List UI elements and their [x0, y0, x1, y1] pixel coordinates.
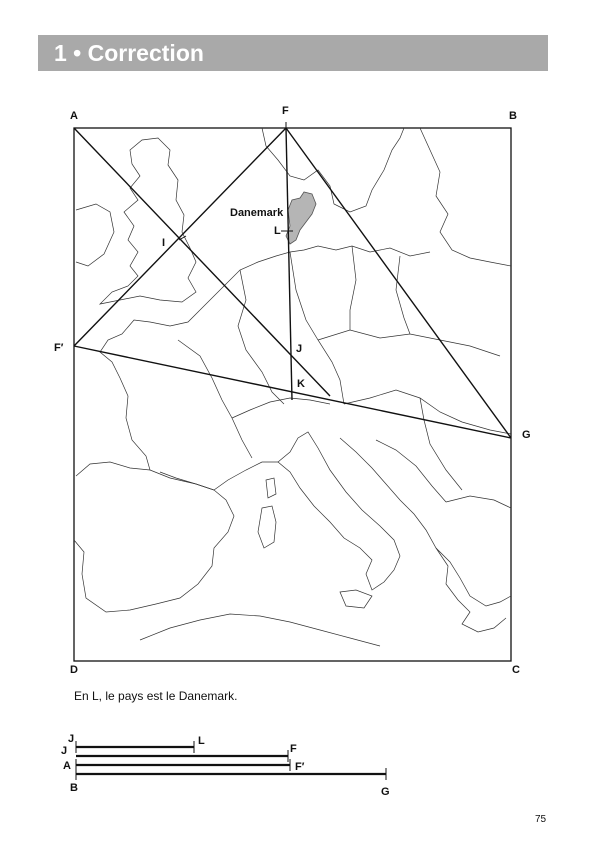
- ireland-outline: [76, 204, 114, 266]
- inland-borders: [178, 246, 511, 508]
- answer-caption: En L, le pays est le Danemark.: [74, 689, 238, 703]
- segment-label-J-top: J: [68, 733, 75, 745]
- point-label-I: I: [162, 237, 166, 249]
- point-label-B: B: [509, 110, 517, 122]
- denmark-shape: [286, 192, 316, 244]
- baltic-outline: [420, 128, 511, 266]
- section-title: 1 • Correction: [54, 40, 204, 66]
- great-britain-outline: [100, 138, 196, 304]
- greece-outline: [436, 548, 506, 632]
- point-label-J: J: [296, 343, 303, 355]
- point-label-D: D: [70, 664, 78, 676]
- italy-outline: [278, 432, 400, 590]
- country-label-denmark: Danemark: [230, 207, 284, 219]
- point-label-C: C: [512, 664, 520, 676]
- line-F-to-G: [286, 128, 511, 438]
- point-label-F: F: [282, 105, 289, 117]
- point-label-A: A: [70, 110, 78, 122]
- iberia-outline: [74, 462, 234, 612]
- sicily-outline: [340, 590, 372, 608]
- segment-label-L: L: [198, 735, 205, 747]
- page-number: 75: [535, 814, 547, 825]
- segment-label-F: F: [290, 743, 297, 755]
- construction-lines: [74, 128, 511, 438]
- point-label-K: K: [297, 378, 305, 390]
- segment-label-A: A: [63, 760, 71, 772]
- segment-label-G: G: [381, 786, 390, 798]
- point-label-F-prime: F′: [54, 342, 64, 354]
- segment-label-B: B: [70, 782, 78, 794]
- point-label-L: L: [274, 225, 281, 237]
- segment-label-F-prime: F′: [295, 761, 305, 773]
- segment-comparison: [61, 733, 390, 798]
- scandinavia-outline: [262, 128, 404, 212]
- france-west-coast: [100, 310, 200, 470]
- tick-marks: [179, 122, 511, 444]
- france-south-coast: [214, 462, 278, 490]
- sardinia-outline: [258, 506, 276, 548]
- segment-label-J-mid: J: [61, 745, 68, 757]
- north-africa-coast: [140, 614, 380, 646]
- point-label-G: G: [522, 429, 531, 441]
- line-F-to-K: [286, 128, 292, 400]
- corsica-outline: [266, 478, 276, 498]
- balkans-coast: [340, 438, 511, 606]
